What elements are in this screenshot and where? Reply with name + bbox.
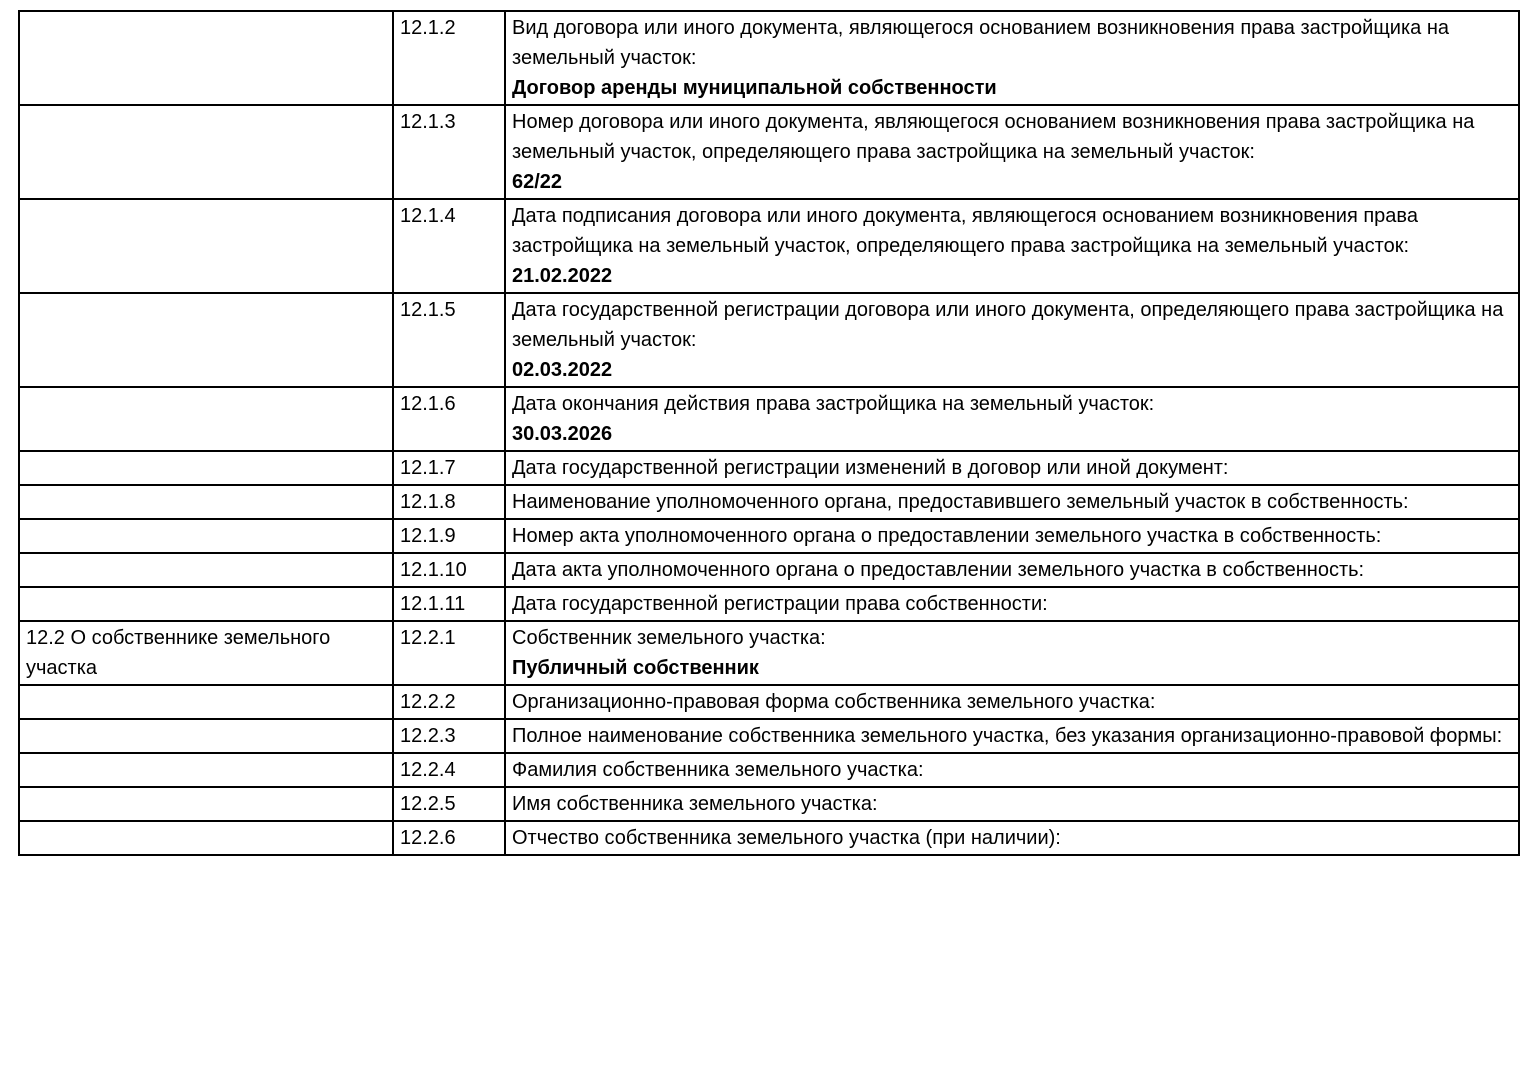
code-cell: 12.2.6 bbox=[393, 821, 505, 855]
description-cell bbox=[505, 753, 1519, 787]
field-label: Дата государственной регистрации изменений в договор или иной документ: bbox=[512, 457, 1229, 479]
code-cell: 12.1.4 bbox=[393, 199, 505, 293]
code-cell: 12.2.1 bbox=[393, 621, 505, 685]
section-cell bbox=[19, 685, 393, 719]
section-cell bbox=[19, 587, 393, 621]
land-plot-declaration-table bbox=[18, 10, 1520, 856]
section-cell bbox=[19, 821, 393, 855]
table-row bbox=[19, 787, 1519, 821]
section-cell bbox=[19, 485, 393, 519]
field-label: Вид договора или иного документа, являющегося основанием возникновения права застройщика на земельный участок: bbox=[512, 17, 1450, 69]
field-label: Дата государственной регистрации договора или иного документа, определяющего права застройщика на земельный участок: bbox=[512, 299, 1504, 351]
code-cell: 12.1.3 bbox=[393, 105, 505, 199]
code-cell: 12.2.4 bbox=[393, 753, 505, 787]
field-value: 30.03.2026 bbox=[512, 423, 613, 445]
section-cell bbox=[19, 753, 393, 787]
description-cell bbox=[505, 105, 1519, 199]
field-label: Фамилия собственника земельного участка: bbox=[512, 759, 924, 781]
field-label: Наименование уполномоченного органа, предоставившего земельный участок в собственность: bbox=[512, 491, 1409, 513]
description-cell bbox=[505, 787, 1519, 821]
description-cell bbox=[505, 553, 1519, 587]
description-cell bbox=[505, 621, 1519, 685]
table-row bbox=[19, 587, 1519, 621]
table-row bbox=[19, 621, 1519, 685]
field-value: 62/22 bbox=[512, 171, 563, 193]
description-cell bbox=[505, 199, 1519, 293]
section-cell bbox=[19, 199, 393, 293]
section-cell bbox=[19, 787, 393, 821]
table-body bbox=[19, 11, 1519, 855]
code-cell: 12.1.5 bbox=[393, 293, 505, 387]
table-row bbox=[19, 821, 1519, 855]
code-cell: 12.1.6 bbox=[393, 387, 505, 451]
description-cell bbox=[505, 719, 1519, 753]
description-cell bbox=[505, 387, 1519, 451]
field-label: Номер договора или иного документа, являющегося основанием возникновения права застройщика на земельный участок, определяющего права застройщика на земельный участок: bbox=[512, 111, 1475, 163]
description-cell bbox=[505, 485, 1519, 519]
table-row bbox=[19, 485, 1519, 519]
table-row bbox=[19, 519, 1519, 553]
table-row bbox=[19, 719, 1519, 753]
section-cell bbox=[19, 553, 393, 587]
code-cell: 12.1.10 bbox=[393, 553, 505, 587]
field-label: Собственник земельного участка: bbox=[512, 627, 826, 649]
table-row bbox=[19, 685, 1519, 719]
table-row bbox=[19, 553, 1519, 587]
table-row bbox=[19, 387, 1519, 451]
field-value: 02.03.2022 bbox=[512, 359, 613, 381]
section-cell: 12.2 О собственнике земельного участка bbox=[19, 621, 393, 685]
field-label: Дата акта уполномоченного органа о предоставлении земельного участка в собственность: bbox=[512, 559, 1365, 581]
section-cell bbox=[19, 451, 393, 485]
section-cell bbox=[19, 719, 393, 753]
field-label: Дата государственной регистрации права собственности: bbox=[512, 593, 1048, 615]
code-cell: 12.1.9 bbox=[393, 519, 505, 553]
code-cell: 12.1.8 bbox=[393, 485, 505, 519]
description-cell bbox=[505, 451, 1519, 485]
description-cell bbox=[505, 685, 1519, 719]
description-cell bbox=[505, 519, 1519, 553]
field-label: Отчество собственника земельного участка (при наличии): bbox=[512, 827, 1061, 849]
table-row bbox=[19, 753, 1519, 787]
table-row bbox=[19, 451, 1519, 485]
description-cell bbox=[505, 821, 1519, 855]
section-cell bbox=[19, 387, 393, 451]
field-label: Дата подписания договора или иного документа, являющегося основанием возникновения права застройщика на земельный участок, определяющего права застройщика на земельный участок: bbox=[512, 205, 1418, 257]
section-cell bbox=[19, 519, 393, 553]
code-cell: 12.1.11 bbox=[393, 587, 505, 621]
description-cell bbox=[505, 11, 1519, 105]
code-cell: 12.2.5 bbox=[393, 787, 505, 821]
description-cell bbox=[505, 293, 1519, 387]
field-value: Договор аренды муниципальной собственности bbox=[512, 77, 997, 99]
table-row bbox=[19, 293, 1519, 387]
field-label: Организационно-правовая форма собственника земельного участка: bbox=[512, 691, 1156, 713]
code-cell: 12.2.2 bbox=[393, 685, 505, 719]
table-row bbox=[19, 105, 1519, 199]
description-cell bbox=[505, 587, 1519, 621]
field-value: 21.02.2022 bbox=[512, 265, 613, 287]
section-cell bbox=[19, 293, 393, 387]
field-label: Дата окончания действия права застройщика на земельный участок: bbox=[512, 393, 1155, 415]
code-cell: 12.2.3 bbox=[393, 719, 505, 753]
code-cell: 12.1.7 bbox=[393, 451, 505, 485]
field-label: Номер акта уполномоченного органа о предоставлении земельного участка в собственность: bbox=[512, 525, 1382, 547]
table-row bbox=[19, 199, 1519, 293]
table-row bbox=[19, 11, 1519, 105]
field-label: Имя собственника земельного участка: bbox=[512, 793, 878, 815]
section-cell bbox=[19, 11, 393, 105]
field-value: Публичный собственник bbox=[512, 657, 759, 679]
field-label: Полное наименование собственника земельного участка, без указания организационно-правовой формы: bbox=[512, 725, 1503, 747]
code-cell: 12.1.2 bbox=[393, 11, 505, 105]
section-cell bbox=[19, 105, 393, 199]
